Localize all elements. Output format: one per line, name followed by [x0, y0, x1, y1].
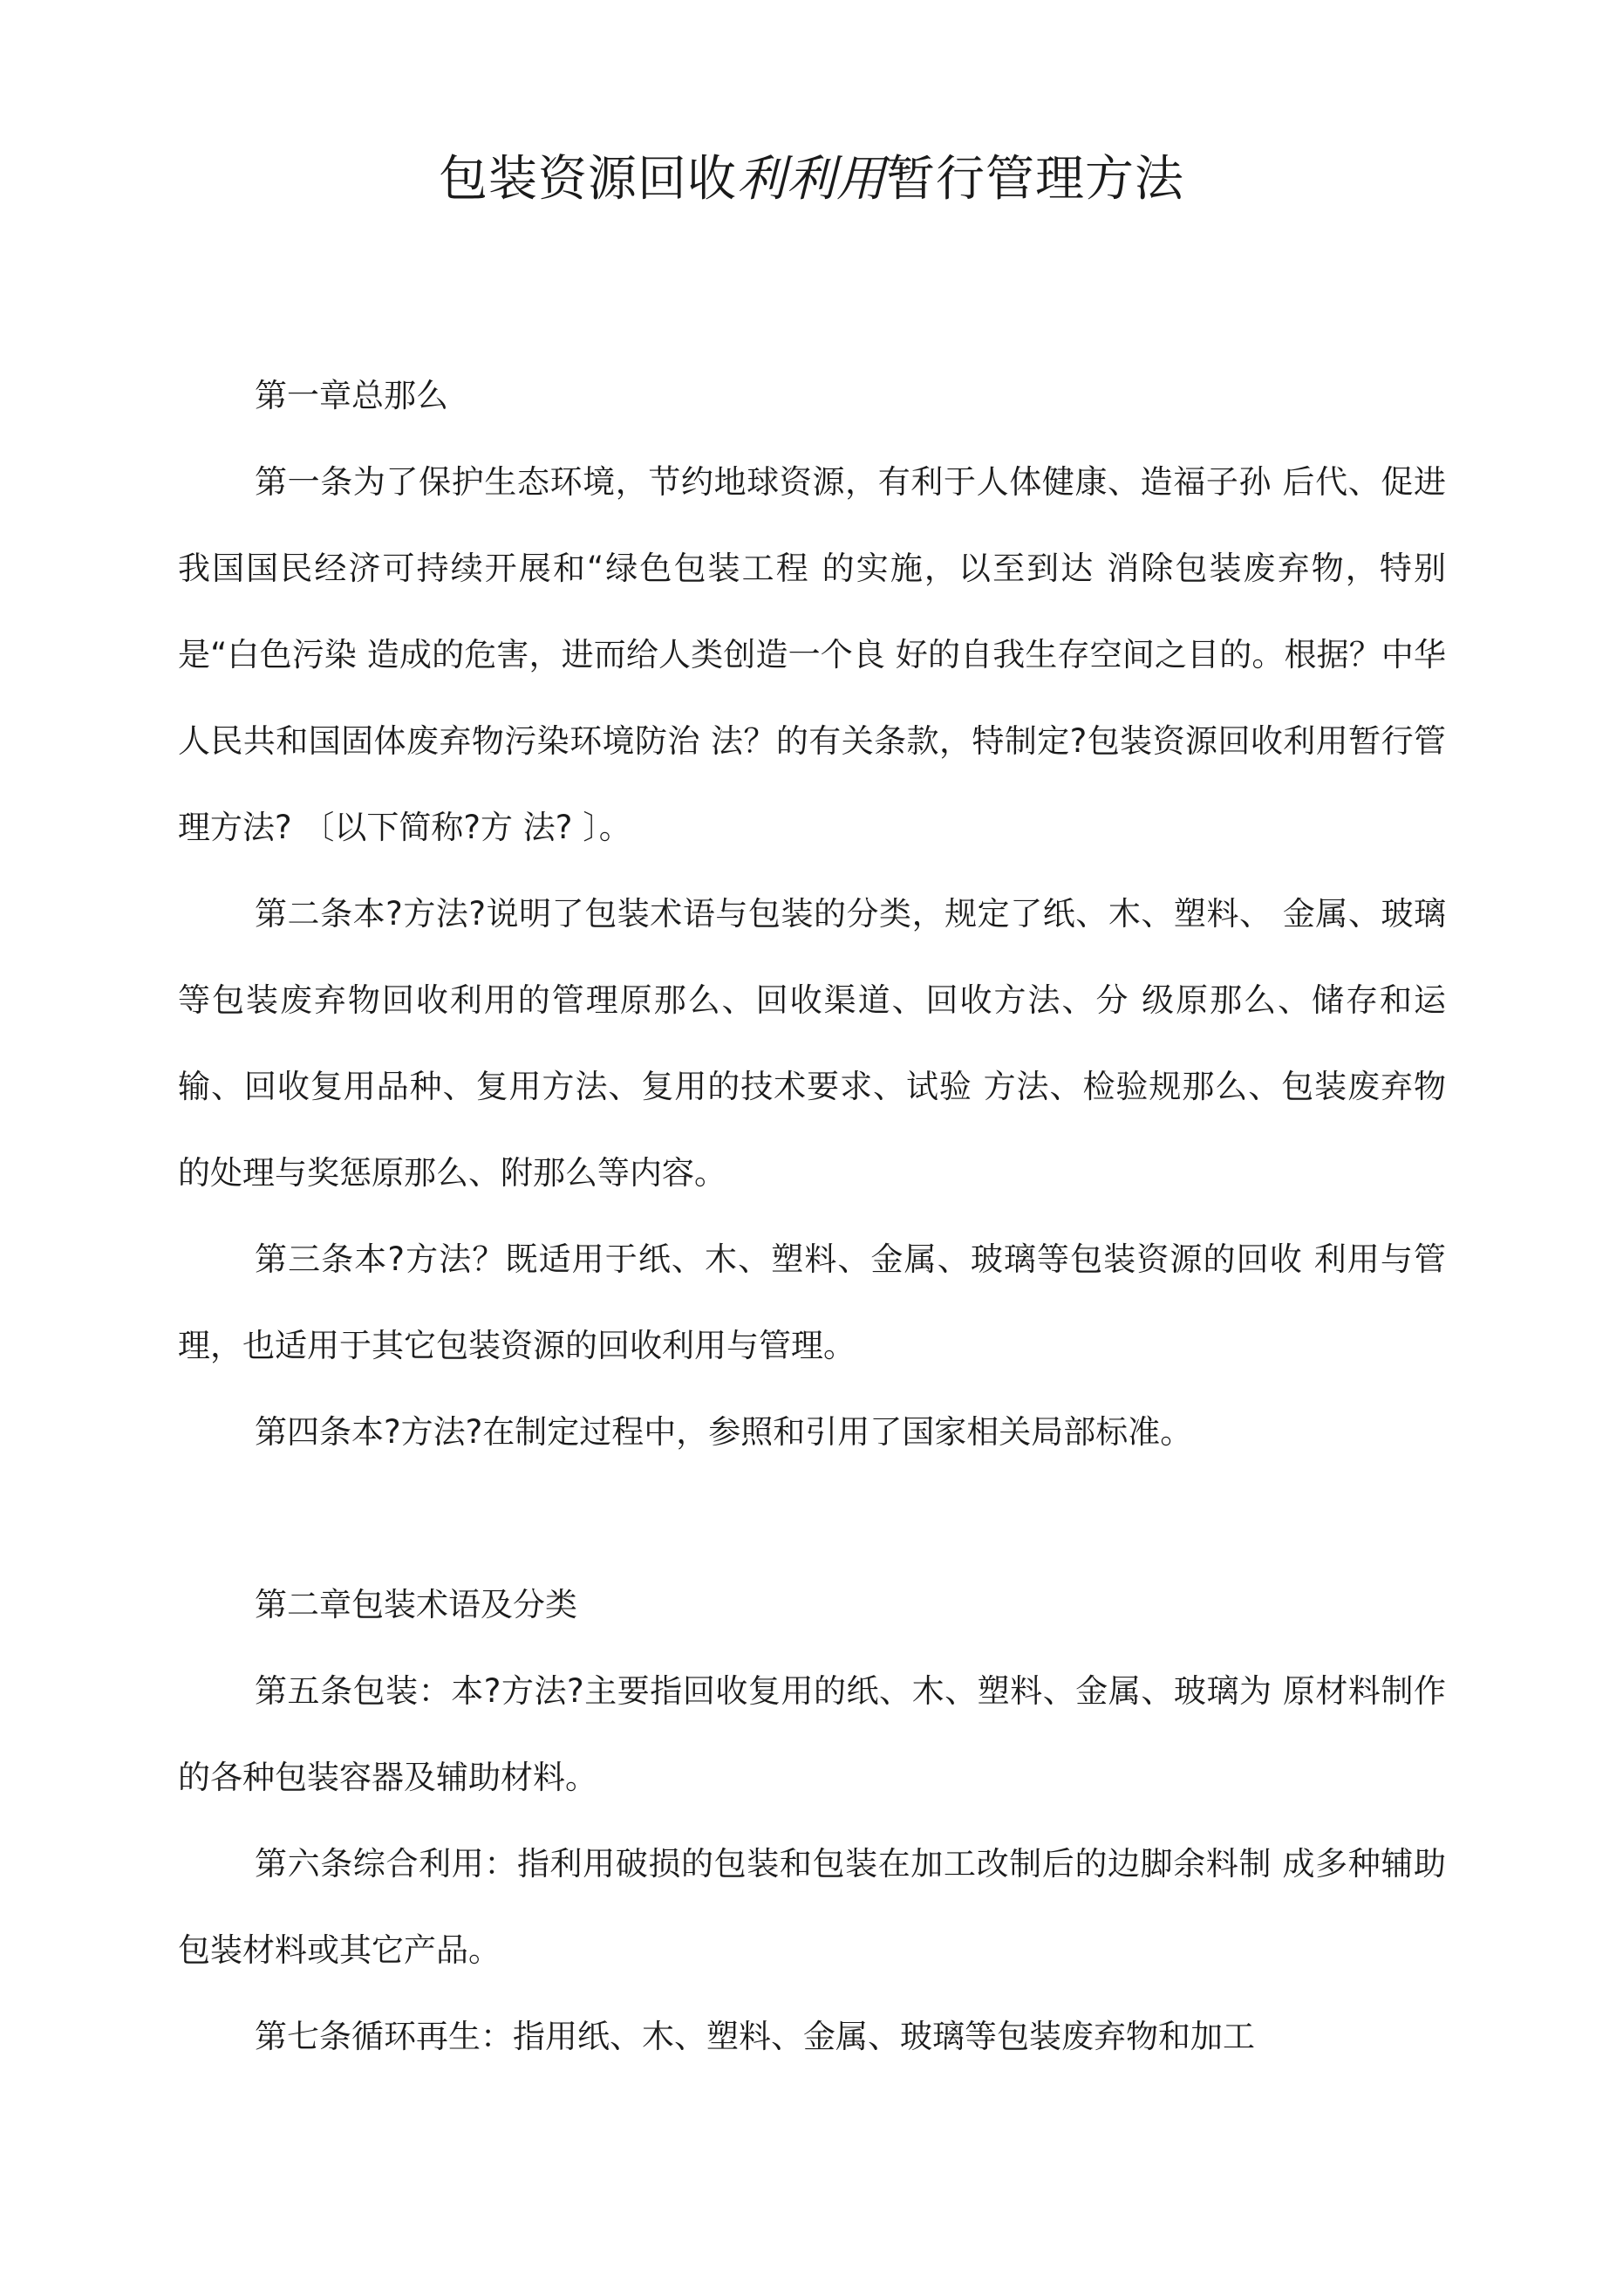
title-part-1: 包装资源回收: [439, 151, 737, 208]
chapter-1-heading: 第一章总那么: [255, 377, 448, 414]
title-part-2: 暂行管理方法: [886, 151, 1184, 208]
article-6: 第六条综合利用：指利用破损的包装和包装在加工改制后的边脚余料制 成多种辅助包装材料或其它产品。: [178, 1845, 1446, 1969]
title-italic-part: 利利用: [737, 151, 886, 208]
document-title: [0, 138, 1623, 222]
article-5: 第五条包装：本?方法?主要指回收复用的纸、木、塑料、金属、玻璃为 原材料制作的各种包装容器及辅助材料。: [178, 1672, 1446, 1796]
article-3: 第三条本?方法？既适用于纸、木、塑料、金属、玻璃等包装资源的回收 利用与管理，也适用于其它包装资源的回收利用与管理。: [178, 1240, 1446, 1364]
article-7: 第七条循环再生：指用纸、木、塑料、金属、玻璃等包装废弃物和加工: [255, 2018, 1255, 2055]
article-1: 第一条为了保护生态环境，节约地球资源，有利于人体健康、造福子孙 后代、促进我国国民经济可持续开展和“绿色包装工程 的实施，以至到达 消除包装废弃物，特别是“白色污染 造成的危害，进而给人类创造一个良 好的自我生存空间之目的。根据？中华人民共和国固体废弃物污染环境防治 法？的有关条款，特制定?包装资源回收利用暂行管理方法? 〔以下简称?方 法? 〕。: [178, 463, 1446, 846]
article-2: 第二条本?方法?说明了包装术语与包装的分类，规定了纸、木、塑料、 金属、玻璃等包装废弃物回收利用的管理原那么、回收渠道、回收方法、分 级原那么、储存和运输、回收复用品种、复用方法、复用的技术要求、试验 方法、检验规那么、包装废弃物的处理与奖惩原那么、附那么等内容。: [178, 895, 1446, 1192]
chapter-2-heading: 第二章包装术语及分类: [255, 1586, 577, 1623]
article-4: 第四条本?方法?在制定过程中，参照和引用了国家相关局部标准。: [255, 1413, 1193, 1451]
